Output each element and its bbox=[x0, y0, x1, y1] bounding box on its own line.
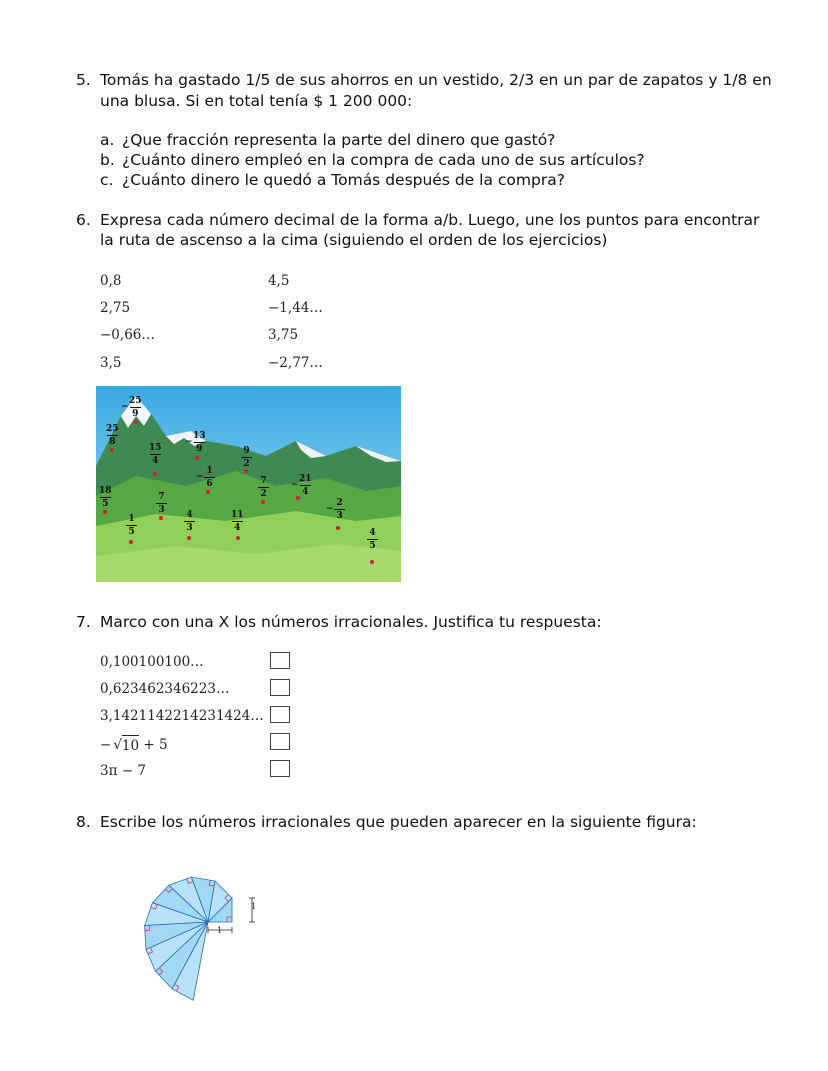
fraction-numerator: 1 bbox=[128, 514, 135, 524]
q6-number: 6. bbox=[76, 211, 91, 229]
q5-item-c: ¿Cuánto dinero le quedó a Tomás después de la compra? bbox=[122, 171, 565, 189]
fraction-sign: − bbox=[185, 437, 193, 447]
fraction-denominator: 6 bbox=[206, 479, 213, 489]
route-point bbox=[296, 496, 300, 500]
decimal-right-3: 3,75 bbox=[268, 327, 299, 343]
route-point bbox=[370, 560, 374, 564]
fraction-7-3 bbox=[156, 492, 167, 515]
mountain-landscape bbox=[96, 386, 401, 582]
fraction-neg-1-6 bbox=[196, 466, 215, 489]
q5-item-b: ¿Cuánto dinero empleó en la compra de cada uno de sus artículos? bbox=[122, 151, 645, 169]
fraction-15-4 bbox=[149, 443, 162, 466]
fraction-denominator: 3 bbox=[158, 505, 165, 515]
q5-item-a-letter: a. bbox=[100, 131, 115, 149]
q8-text: Escribe los números irracionales que pueden aparecer en la siguiente figura: bbox=[100, 813, 697, 831]
route-point bbox=[206, 490, 210, 494]
fraction-numerator: 9 bbox=[243, 446, 250, 456]
q7-text: Marco con una X los números irracionales. Justifica tu respuesta: bbox=[100, 613, 602, 631]
q7-checkbox-1[interactable] bbox=[270, 652, 290, 669]
fraction-denominator: 2 bbox=[260, 489, 267, 499]
decimal-right-2: −1,44… bbox=[268, 300, 323, 316]
fraction-1-5 bbox=[126, 514, 137, 537]
fraction-denominator: 4 bbox=[234, 523, 241, 533]
fraction-denominator: 2 bbox=[243, 459, 250, 469]
fraction-denominator: 4 bbox=[302, 487, 309, 497]
fraction-neg-25-9 bbox=[121, 396, 142, 419]
route-point bbox=[110, 448, 114, 452]
decimal-right-1: 4,5 bbox=[268, 273, 290, 289]
fraction-neg-13-9 bbox=[185, 431, 206, 454]
fraction-numerator: 11 bbox=[231, 510, 244, 520]
q5-number: 5. bbox=[76, 71, 91, 89]
q5-item-c-letter: c. bbox=[100, 171, 114, 189]
q7-option-4 bbox=[100, 735, 168, 755]
q7-option-2: 0,623462346223… bbox=[100, 681, 230, 697]
q7-checkbox-2[interactable] bbox=[270, 679, 290, 696]
route-point bbox=[244, 469, 248, 473]
fraction-numerator: 4 bbox=[186, 510, 193, 520]
fraction-denominator: 8 bbox=[109, 437, 116, 447]
q7-checkbox-5[interactable] bbox=[270, 760, 290, 777]
fraction-numerator: 7 bbox=[260, 476, 267, 486]
fraction-sign: − bbox=[196, 472, 204, 482]
fraction-18-5 bbox=[99, 486, 112, 509]
q5-item-a: ¿Que fracción representa la parte del dinero que gastó? bbox=[122, 131, 556, 149]
fraction-numerator: 4 bbox=[369, 528, 376, 538]
route-point bbox=[153, 472, 157, 476]
fraction-numerator: 15 bbox=[149, 443, 162, 453]
fraction-sign: − bbox=[121, 402, 129, 412]
fraction-denominator: 3 bbox=[336, 511, 343, 521]
fraction-denominator: 4 bbox=[152, 456, 159, 466]
fraction-denominator: 5 bbox=[128, 527, 135, 537]
fraction-7-2 bbox=[258, 476, 269, 499]
fraction-numerator: 13 bbox=[193, 431, 206, 441]
fraction-9-2 bbox=[241, 446, 252, 469]
q7-option-5: 3π − 7 bbox=[100, 763, 146, 779]
route-point bbox=[134, 420, 138, 424]
fraction-denominator: 9 bbox=[132, 409, 139, 419]
q5-text-line2: una blusa. Si en total tenía $ 1 200 000: bbox=[100, 92, 413, 110]
fraction-numerator: 7 bbox=[158, 492, 165, 502]
decimal-left-3: −0,66… bbox=[100, 327, 155, 343]
fraction-numerator: 18 bbox=[99, 486, 112, 496]
fraction-numerator: 25 bbox=[106, 424, 119, 434]
q7-option-3: 3,1421142214231424… bbox=[100, 708, 264, 724]
sqrt-symbol-icon: √ bbox=[113, 737, 122, 753]
fraction-neg-21-4 bbox=[291, 474, 312, 497]
fraction-4-3 bbox=[184, 510, 195, 533]
q6-text-line2: la ruta de ascenso a la cima (siguiendo el orden de los ejercicios) bbox=[100, 231, 608, 249]
q7-checkbox-4[interactable] bbox=[270, 733, 290, 750]
route-point bbox=[187, 536, 191, 540]
decimal-left-1: 0,8 bbox=[100, 273, 122, 289]
q6-text-line1: Expresa cada número decimal de la forma a/b. Luego, une los puntos para encontrar bbox=[100, 211, 760, 229]
spiral-figure bbox=[100, 850, 270, 1010]
q7-checkbox-3[interactable] bbox=[270, 706, 290, 723]
route-point bbox=[195, 456, 199, 460]
fraction-4-5 bbox=[367, 528, 378, 551]
route-point bbox=[236, 536, 240, 540]
fraction-denominator: 5 bbox=[102, 499, 109, 509]
route-point bbox=[103, 510, 107, 514]
fraction-denominator: 5 bbox=[369, 541, 376, 551]
unit-label-side: 1 bbox=[251, 902, 257, 911]
q5-item-b-letter: b. bbox=[100, 151, 115, 169]
route-point bbox=[129, 540, 133, 544]
q7-option-4-suffix: + 5 bbox=[139, 737, 168, 753]
q7-number: 7. bbox=[76, 613, 91, 631]
fraction-numerator: 1 bbox=[206, 466, 213, 476]
q7-option-4-radicand: 10 bbox=[122, 735, 139, 755]
fraction-neg-2-3 bbox=[326, 498, 345, 521]
q7-option-4-minus: − bbox=[100, 737, 112, 753]
fraction-numerator: 2 bbox=[336, 498, 343, 508]
fraction-numerator: 21 bbox=[299, 474, 312, 484]
spiral-of-theodorus bbox=[100, 850, 270, 1010]
fraction-sign: − bbox=[326, 504, 334, 514]
fraction-11-4 bbox=[231, 510, 244, 533]
unit-label-bottom: 1 bbox=[217, 926, 223, 935]
mountain-illustration bbox=[96, 386, 401, 582]
q8-number: 8. bbox=[76, 813, 91, 831]
fraction-25-8 bbox=[106, 424, 119, 447]
q5-text-line1: Tomás ha gastado 1/5 de sus ahorros en un vestido, 2/3 en un par de zapatos y 1/8 en bbox=[100, 71, 772, 89]
fraction-denominator: 3 bbox=[186, 523, 193, 533]
fraction-numerator: 25 bbox=[129, 396, 142, 406]
fraction-denominator: 9 bbox=[196, 444, 203, 454]
decimal-right-4: −2,77… bbox=[268, 355, 323, 371]
fraction-sign: − bbox=[291, 480, 299, 490]
decimal-left-2: 2,75 bbox=[100, 300, 131, 316]
route-point bbox=[336, 526, 340, 530]
q7-option-1: 0,100100100… bbox=[100, 654, 204, 670]
decimal-left-4: 3,5 bbox=[100, 355, 122, 371]
route-point bbox=[159, 516, 163, 520]
route-point bbox=[261, 500, 265, 504]
